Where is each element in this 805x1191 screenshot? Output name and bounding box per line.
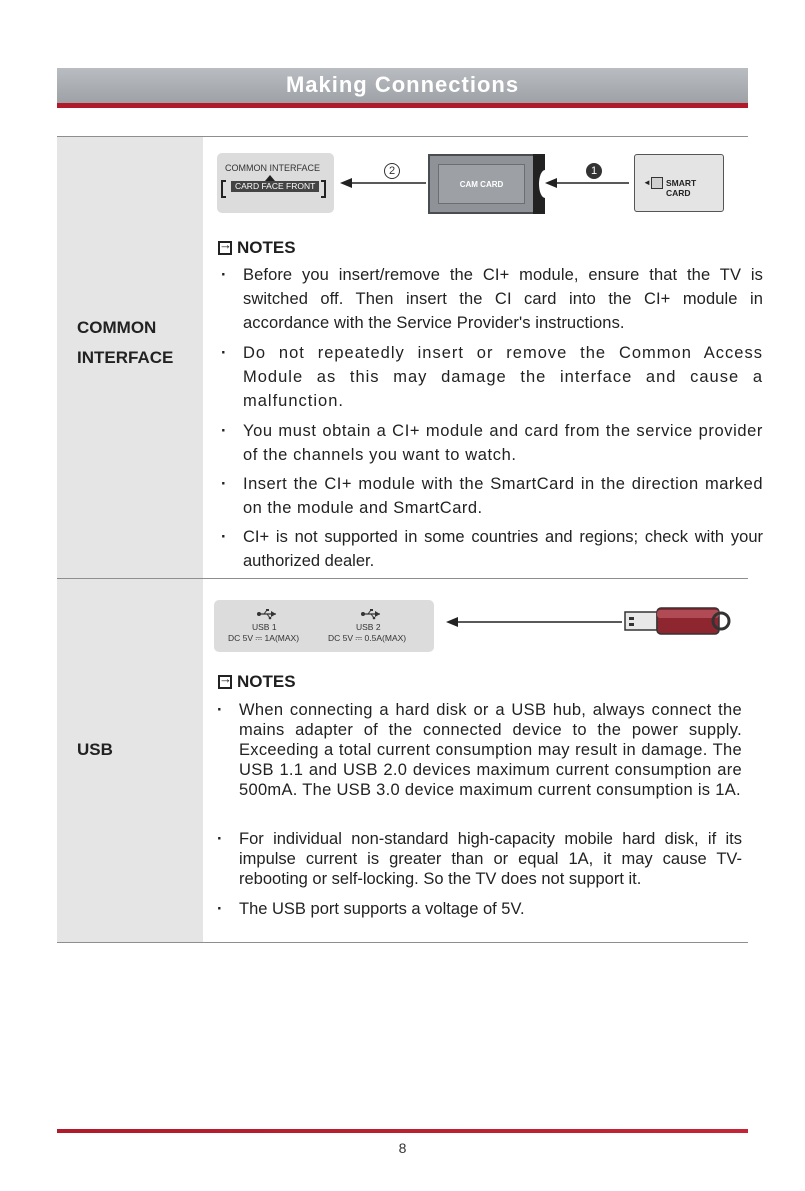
ci-notes-heading: → NOTES [218, 238, 296, 258]
left-bracket-icon [221, 180, 226, 198]
ci-note-4: · Insert the CI+ module with the SmartCard in the direction marked on the module and SmartCard. [243, 472, 763, 520]
usb-symbol-icon [360, 608, 382, 620]
usb-notes-heading: → NOTES [218, 672, 296, 692]
notes-arrow-icon [218, 675, 232, 689]
usb-arrow-icon [446, 614, 626, 630]
usb-ports-diagram [214, 600, 434, 652]
ci-note-2: · Do not repeatedly insert or remove the Common Access Module as this may damage the interface and cause a malfunction. [243, 341, 763, 413]
usb-flash-drive-icon [624, 604, 734, 638]
header-accent-line [57, 103, 748, 108]
page-number: 8 [398, 1140, 407, 1156]
insert-arrow-icon: ◄ [643, 178, 651, 187]
smart-card-image [634, 154, 724, 212]
common-interface-label: COMMON INTERFACE [77, 318, 174, 367]
usb-note-2: · For individual non-standard high-capacity mobile hard disk, if its impulse current is greater than or equal 1A, it may cause TV-rebooting or self-locking. So the TV does not support it. [239, 829, 742, 889]
usb-note-1: · When connecting a hard disk or a USB hub, always connect the mains adapter of the connected device to the power supply. Exceeding a total current consumption may result in damage. The USB 1.1 and USB 2.0 devices maximum current consumption are 500mA. The USB 3.0 device maximum current consumption is 1A. [239, 700, 742, 800]
page-title: Making Connections [285, 72, 520, 97]
step-1-badge: 1 [586, 163, 602, 179]
cam-card-image [428, 154, 535, 214]
cam-card-label: CAM CARD [438, 164, 525, 204]
section-header [57, 68, 748, 103]
arrow-left-icon [340, 175, 430, 191]
right-bracket-icon [321, 180, 326, 198]
slot-sublabel: CARD FACE FRONT [231, 181, 319, 192]
ci-slot-diagram [217, 153, 334, 213]
chip-icon [651, 177, 663, 189]
arrow-left-icon-2 [545, 175, 631, 191]
ci-note-5: · CI+ is not supported in some countries and regions; check with your authorized dealer. [243, 525, 763, 573]
notes-arrow-icon [218, 241, 232, 255]
usb-port-1-label: USB 1 [252, 622, 277, 632]
footer-accent-line [57, 1129, 748, 1133]
usb-label: USB [77, 740, 113, 759]
slot-label: COMMON INTERFACE [225, 163, 321, 173]
usb-port-2-spec: DC 5V ⎓ 0.5A(MAX) [328, 633, 407, 643]
usb-note-3: · The USB port supports a voltage of 5V. [239, 899, 742, 919]
ci-note-1: · Before you insert/remove the CI+ module, ensure that the TV is switched off. Then insert the CI card into the CI+ module in accordance with the Service Provider's instructions. [243, 263, 763, 335]
table-bottom-border [57, 942, 748, 943]
smart-card-slot-icon [533, 154, 545, 214]
usb-symbol-icon [256, 608, 278, 620]
step-2-badge: 2 [384, 163, 400, 179]
usb-port-2-label: USB 2 [356, 622, 381, 632]
smart-card-label: SMART CARD [666, 178, 697, 198]
ci-note-3: · You must obtain a CI+ module and card from the service provider of the channels you want to watch. [243, 419, 763, 467]
usb-port-1-spec: DC 5V ⎓ 1A(MAX) [228, 633, 300, 643]
